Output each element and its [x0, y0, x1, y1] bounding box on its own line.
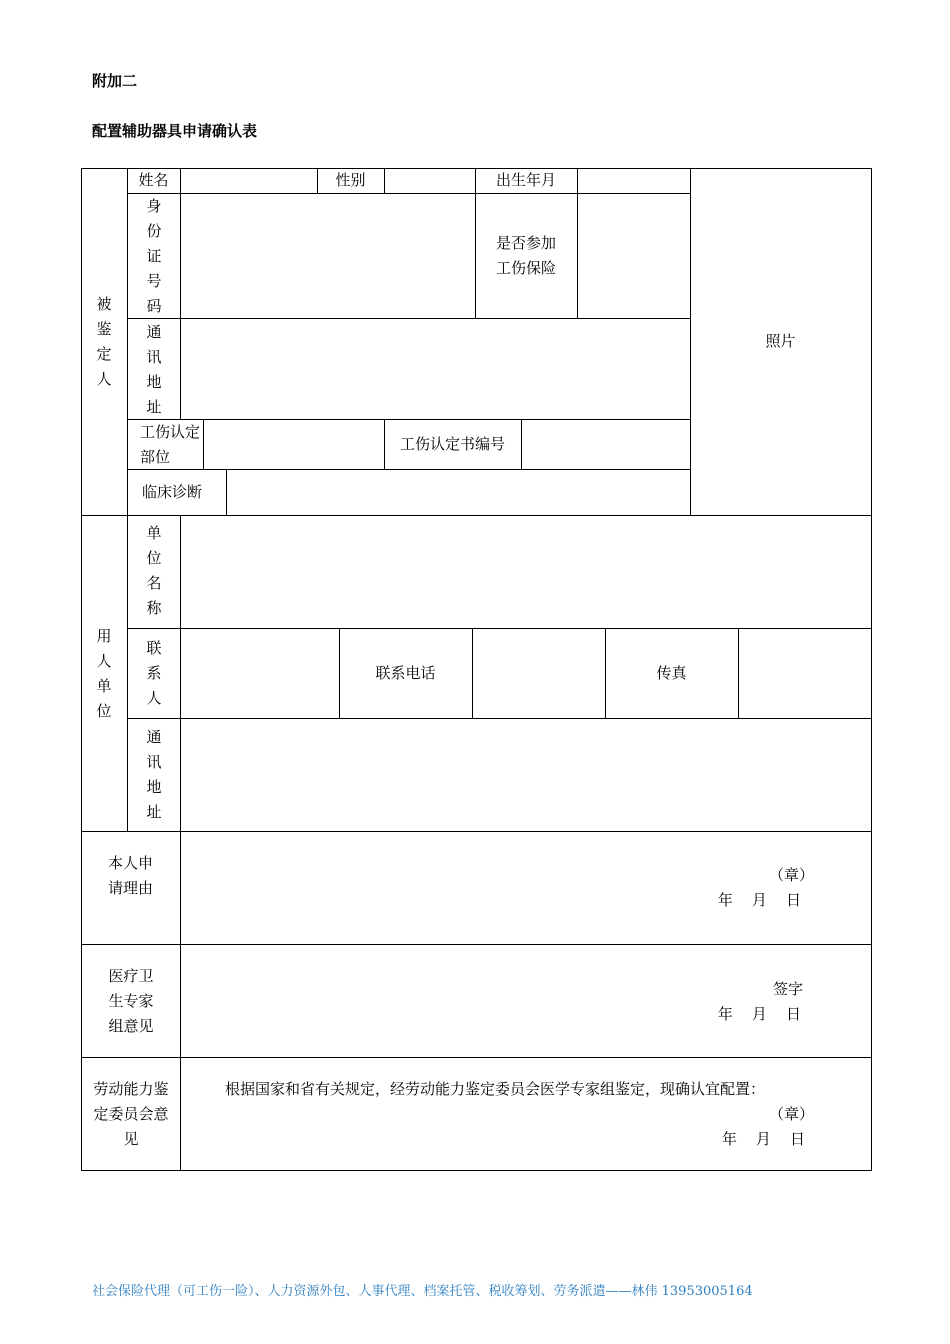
birth-date-label: 出生年月	[495, 171, 556, 189]
clinical-diagnosis-label: 临床诊断	[142, 483, 203, 501]
medical-date: 年 月 日	[717, 1005, 801, 1023]
medical-signature: 签字	[772, 980, 803, 998]
gender-label: 性别	[335, 171, 366, 189]
certificate-number-label: 工伤认定书编号	[399, 435, 505, 453]
appraisee-section-label: 被鉴定人	[96, 295, 112, 388]
appraisee-address-label: 通讯地址	[146, 323, 162, 416]
employer-section-label: 用人单位	[96, 627, 112, 720]
insured-label: 是否参加工伤保险	[495, 234, 556, 277]
footer-contact: 社会保险代理（可工伤一险）、人力资源外包、人事代理、档案托管、税收筹划、劳务派遣——林伟 13953005164	[92, 1284, 753, 1299]
id-number-label: 身份证号码	[146, 197, 162, 315]
committee-opinion-label: 劳动能力鉴定委员会意见	[93, 1080, 169, 1148]
committee-seal: （章）	[768, 1105, 814, 1123]
attachment-label: 附加二	[92, 72, 138, 90]
contact-person-label: 联系人	[146, 639, 162, 707]
fax-label: 传真	[656, 664, 687, 682]
photo-placeholder: 照片	[765, 332, 796, 350]
injury-part-label: 工伤认定部位	[140, 423, 201, 466]
committee-statement: 根据国家和省有关规定，经劳动能力鉴定委员会医学专家组鉴定，现确认宜配置：	[225, 1080, 766, 1098]
application-date: 年 月 日	[717, 891, 801, 909]
employer-address-label: 通讯地址	[146, 728, 162, 821]
committee-date: 年 月 日	[721, 1130, 805, 1148]
form-title: 配置辅助器具申请确认表	[92, 122, 258, 140]
application-seal: （章）	[768, 866, 814, 884]
application-reason-label: 本人申请理由	[107, 854, 153, 897]
name-label: 姓名	[138, 171, 169, 189]
unit-name-label: 单位名称	[146, 524, 162, 617]
medical-opinion-label: 医疗卫生专家组意见	[108, 967, 154, 1035]
phone-label: 联系电话	[375, 664, 436, 682]
